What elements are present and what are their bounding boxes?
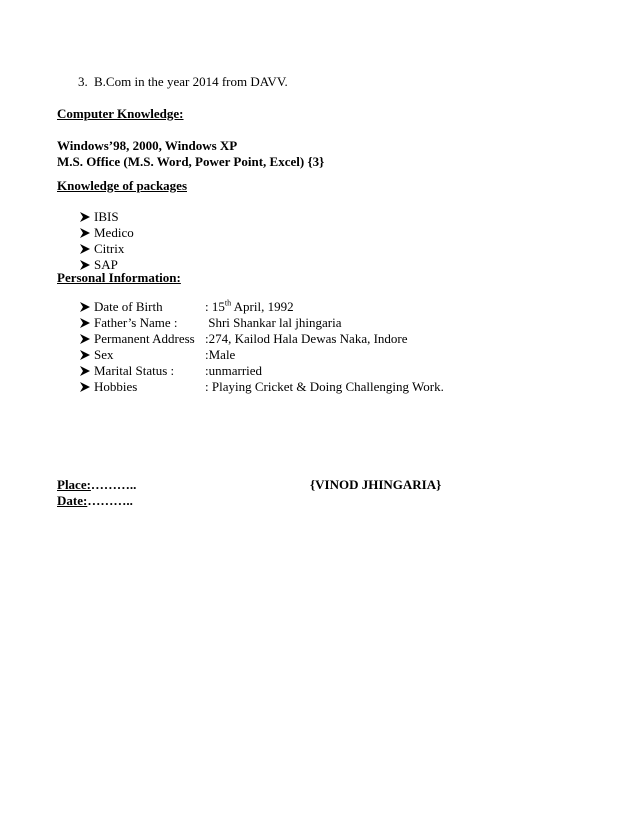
personal-value-dob: : 15th April, 1992 xyxy=(205,298,294,314)
personal-label-dob: Date of Birth xyxy=(94,299,163,314)
date-label: Date: xyxy=(57,493,88,508)
personal-label-father: Father’s Name : xyxy=(94,315,178,330)
education-number: 3. xyxy=(78,74,88,89)
packages-heading: Knowledge of packages xyxy=(57,178,187,193)
computer-knowledge-line-2: M.S. Office (M.S. Word, Power Point, Excel) {3} xyxy=(57,154,325,169)
bullet-arrow-icon xyxy=(79,227,91,239)
bullet-arrow-icon xyxy=(79,333,91,345)
education-text: B.Com in the year 2014 from DAVV. xyxy=(94,74,288,89)
package-item: IBIS xyxy=(94,209,119,224)
personal-value-marital: :unmarried xyxy=(205,363,263,378)
computer-knowledge-heading: Computer Knowledge: xyxy=(57,106,184,121)
bullet-arrow-icon xyxy=(79,211,91,223)
bullet-arrow-icon xyxy=(79,381,91,393)
personal-label-sex: Sex xyxy=(94,347,114,362)
place-label: Place: xyxy=(57,477,91,492)
place-line xyxy=(57,477,136,493)
bullet-arrow-icon xyxy=(79,301,91,313)
personal-info-heading: Personal Information: xyxy=(57,270,181,285)
package-item: SAP xyxy=(94,257,118,272)
place-dots: ……….. xyxy=(90,477,137,492)
personal-label-address: Permanent Address xyxy=(94,331,195,346)
date-line xyxy=(57,493,133,509)
bullet-arrow-icon xyxy=(79,349,91,361)
package-item: Medico xyxy=(94,225,134,240)
computer-knowledge-line-1: Windows’98, 2000, Windows XP xyxy=(57,138,238,153)
personal-label-hobbies: Hobbies xyxy=(94,379,138,394)
personal-value-address: :274, Kailod Hala Dewas Naka, Indore xyxy=(205,331,408,346)
package-item: Citrix xyxy=(94,241,125,256)
signature-name: {VINOD JHINGARIA} xyxy=(310,477,442,492)
personal-label-marital: Marital Status : xyxy=(94,363,175,378)
personal-value-father: Shri Shankar lal jhingaria xyxy=(205,315,342,330)
bullet-arrow-icon xyxy=(79,243,91,255)
personal-value-hobbies: : Playing Cricket & Doing Challenging Work. xyxy=(205,379,444,394)
date-dots: ……….. xyxy=(87,493,133,508)
bullet-arrow-icon xyxy=(79,365,91,377)
bullet-arrow-icon xyxy=(79,317,91,329)
personal-value-sex: :Male xyxy=(205,347,236,362)
